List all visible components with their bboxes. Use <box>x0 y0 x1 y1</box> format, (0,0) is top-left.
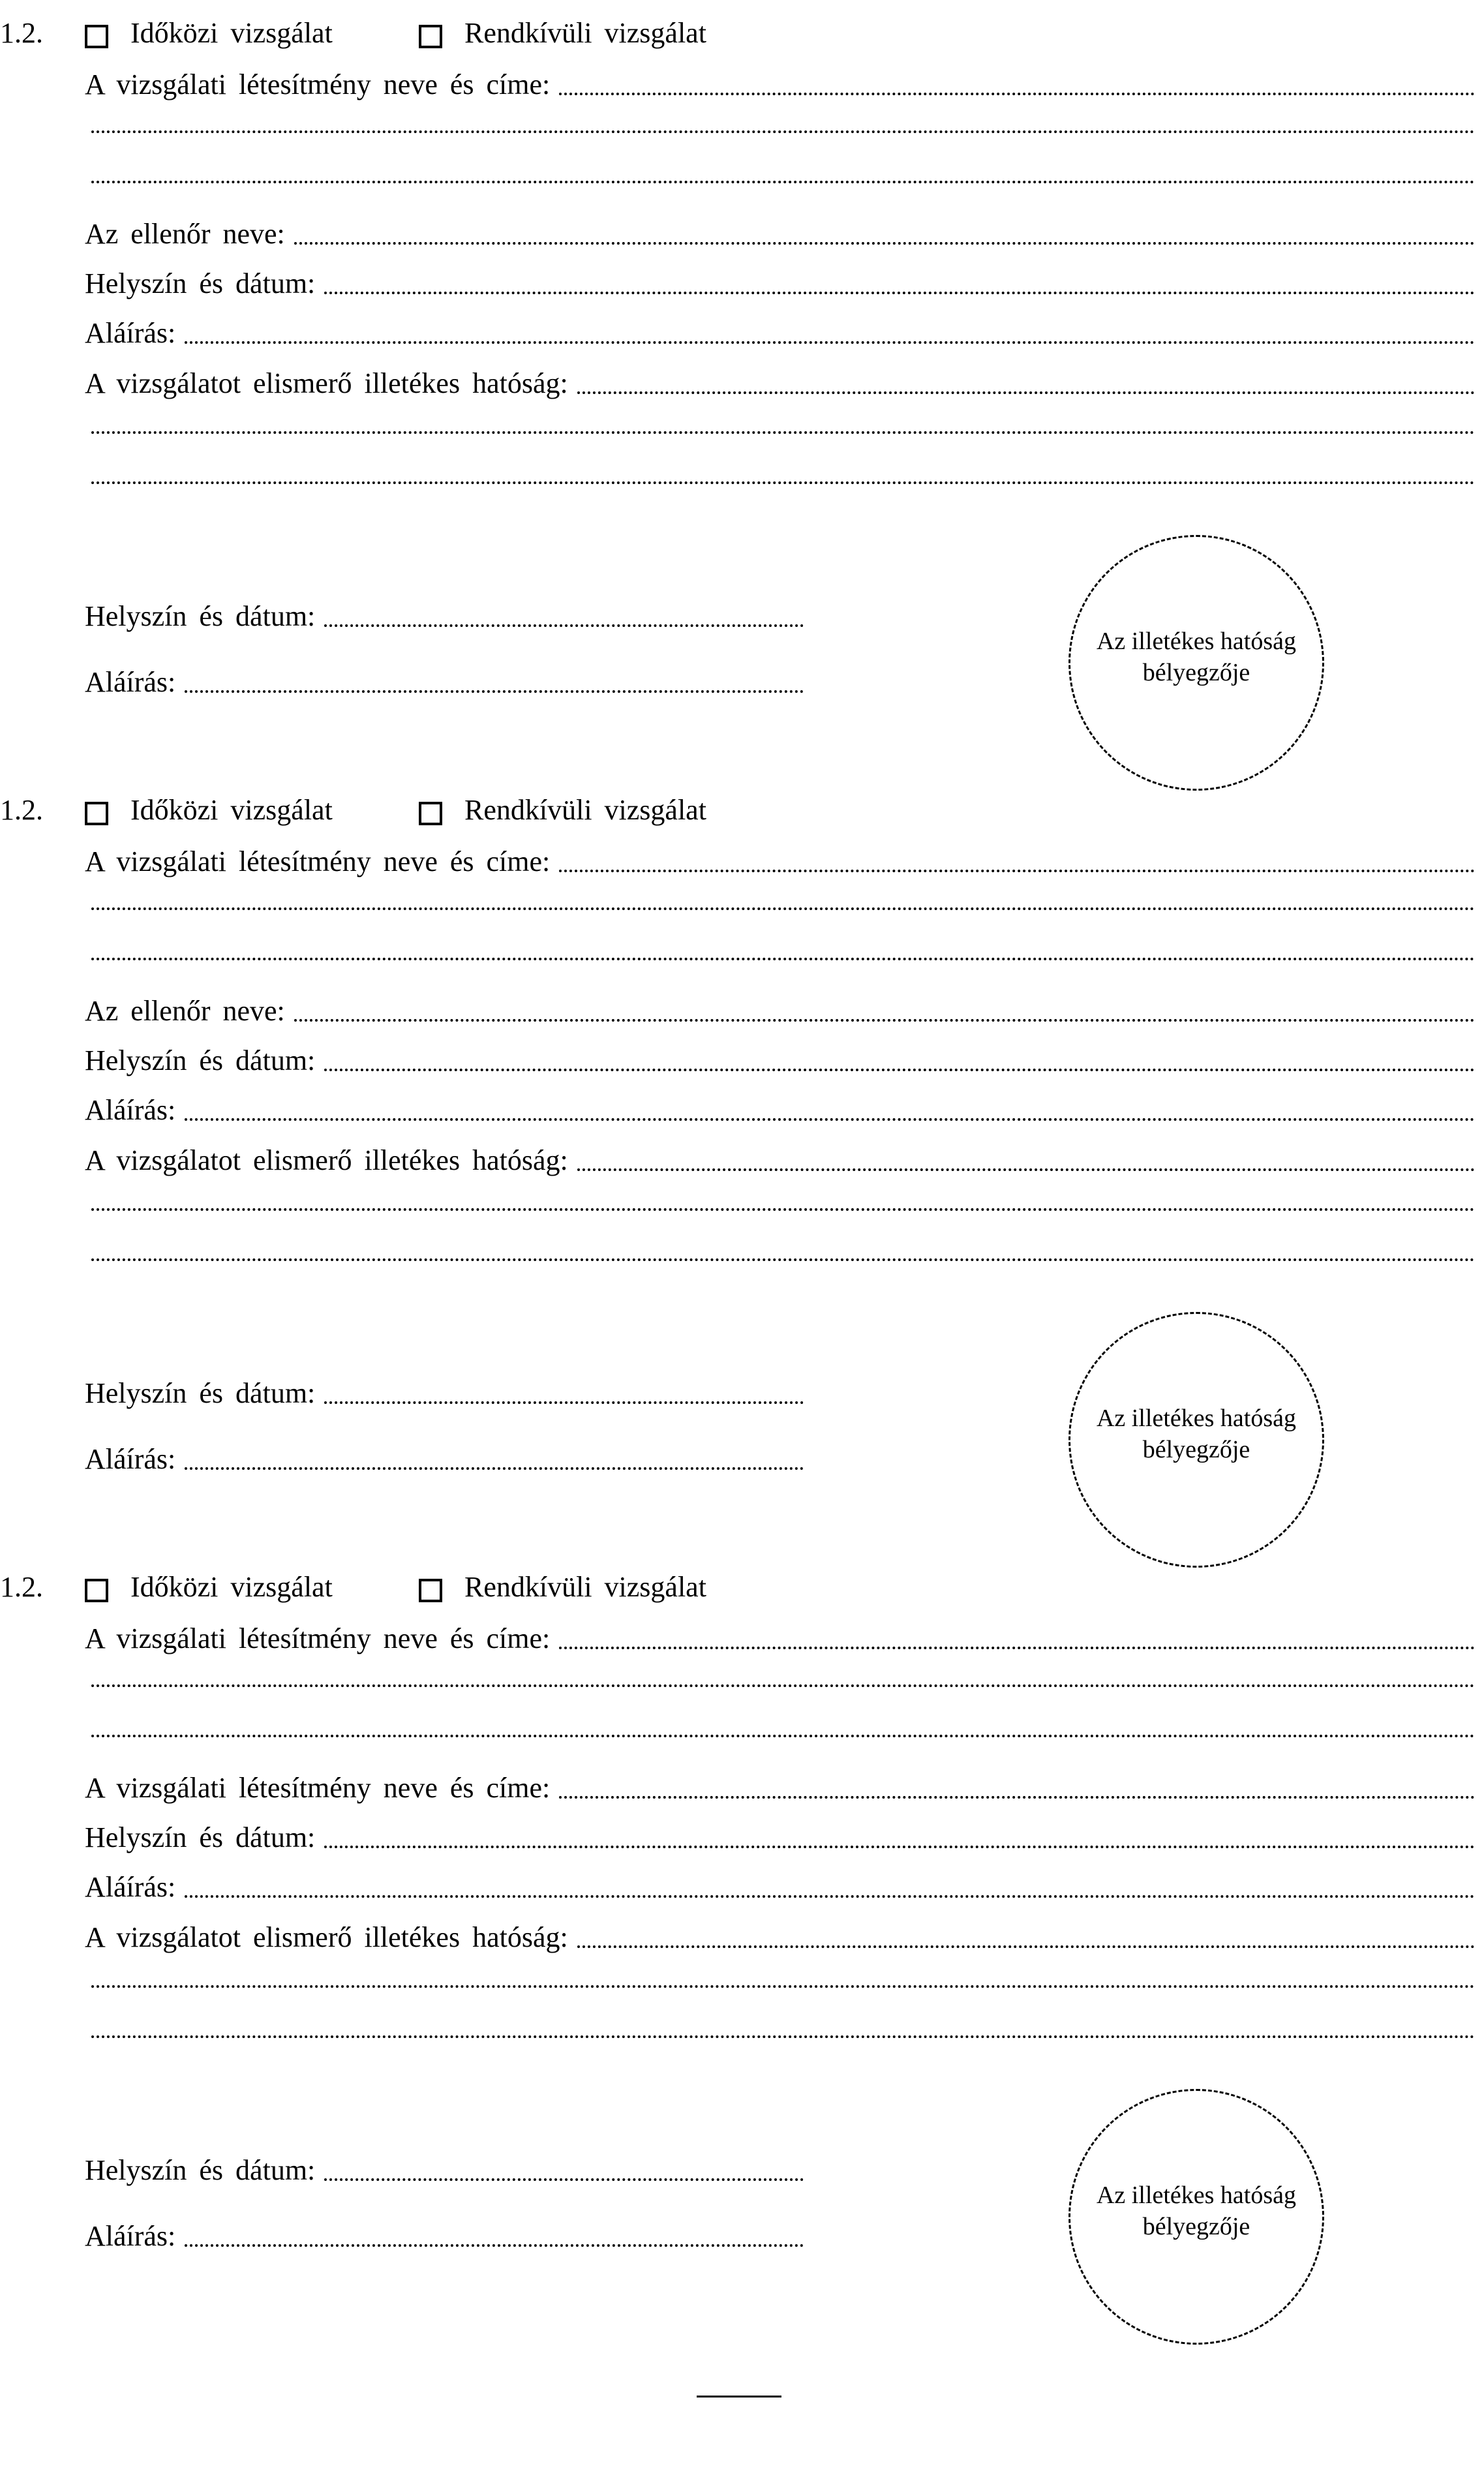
inspector-label: Az ellenőr neve: <box>85 995 285 1027</box>
signature-label: Aláírás: <box>85 1094 176 1126</box>
inspector-field[interactable] <box>85 976 1475 1026</box>
stamp-label: Az illetékes hatóság bélyegzője <box>1096 1405 1296 1463</box>
extraordinary-label: Rendkívüli vizsgálat <box>464 17 706 49</box>
authority-signature-field[interactable] <box>85 647 804 697</box>
stamp-label: Az illetékes hatóság bélyegzője <box>1096 628 1296 686</box>
periodic-checkbox[interactable] <box>85 25 108 48</box>
authority-stamp-area <box>1068 535 1324 791</box>
authority-signature-dotted-line[interactable] <box>185 2244 804 2247</box>
signature-field[interactable] <box>85 298 1475 348</box>
authority-continuation-line[interactable] <box>91 1985 1475 1988</box>
authority-dotted-line[interactable] <box>577 1168 1475 1171</box>
extraordinary-label: Rendkívüli vizsgálat <box>464 1571 706 1603</box>
authority-place-date-dotted-line[interactable] <box>324 2178 804 2181</box>
authority-place-date-label: Helyszín és dátum: <box>85 600 316 632</box>
periodic-label: Időközi vizsgálat <box>130 794 333 826</box>
periodic-label: Időközi vizsgálat <box>130 17 333 49</box>
authority-signature-dotted-line[interactable] <box>185 690 804 693</box>
authority-label: A vizsgálatot elismerő illetékes hatóság: <box>85 1144 568 1176</box>
signature-field[interactable] <box>85 1852 1475 1902</box>
extraordinary-checkbox[interactable] <box>419 25 442 48</box>
facility-continuation-line[interactable] <box>91 1735 1475 1737</box>
authority-field[interactable] <box>85 348 1475 398</box>
authority-dotted-line[interactable] <box>577 391 1475 394</box>
authority-label: A vizsgálatot elismerő illetékes hatóság: <box>85 1921 568 1953</box>
inspector-label: Az ellenőr neve: <box>85 218 285 250</box>
extraordinary-checkbox[interactable] <box>419 802 442 825</box>
place-date-field[interactable] <box>85 249 1475 298</box>
authority-signature-dotted-line[interactable] <box>185 1467 804 1470</box>
authority-place-date-field[interactable] <box>85 1358 804 1408</box>
footer-rule <box>697 2396 781 2398</box>
periodic-option[interactable] <box>85 0 333 50</box>
periodic-checkbox[interactable] <box>85 802 108 825</box>
inspector-dotted-line[interactable] <box>559 1796 1475 1799</box>
facility-field[interactable] <box>85 827 1475 876</box>
signature-field[interactable] <box>85 1075 1475 1125</box>
authority-place-date-label: Helyszín és dátum: <box>85 1377 316 1409</box>
authority-place-date-label: Helyszín és dátum: <box>85 2154 316 2186</box>
inspector-dotted-line[interactable] <box>294 1019 1475 1022</box>
authority-signature-field[interactable] <box>85 1424 804 1474</box>
section-number: 1.2. <box>0 17 43 49</box>
facility-continuation-line[interactable] <box>91 1684 1475 1687</box>
place-date-label: Helyszín és dátum: <box>85 1044 316 1076</box>
place-date-label: Helyszín és dátum: <box>85 1821 316 1853</box>
facility-continuation-line[interactable] <box>91 181 1475 183</box>
section-number: 1.2. <box>0 1571 43 1603</box>
authority-label: A vizsgálatot elismerő illetékes hatóság: <box>85 367 568 399</box>
inspector-label: A vizsgálati létesítmény neve és címe: <box>85 1772 551 1804</box>
place-date-field[interactable] <box>85 1026 1475 1075</box>
facility-dotted-line[interactable] <box>559 93 1475 95</box>
stamp-label: Az illetékes hatóság bélyegzője <box>1096 2182 1296 2240</box>
authority-continuation-line[interactable] <box>91 1208 1475 1211</box>
facility-label: A vizsgálati létesítmény neve és címe: <box>85 845 551 877</box>
authority-signature-label: Aláírás: <box>85 1443 176 1475</box>
place-date-dotted-line[interactable] <box>324 1069 1475 1071</box>
place-date-field[interactable] <box>85 1803 1475 1852</box>
authority-signature-field[interactable] <box>85 2201 804 2251</box>
extraordinary-label: Rendkívüli vizsgálat <box>464 794 706 826</box>
inspection-section <box>0 777 1484 1553</box>
section-number: 1.2. <box>0 794 43 826</box>
extraordinary-option[interactable] <box>419 777 706 827</box>
authority-place-date-dotted-line[interactable] <box>324 1401 804 1404</box>
place-date-dotted-line[interactable] <box>324 1846 1475 1848</box>
extraordinary-option[interactable] <box>419 1554 706 1604</box>
authority-place-date-field[interactable] <box>85 581 804 631</box>
facility-dotted-line[interactable] <box>559 1647 1475 1649</box>
facility-label: A vizsgálati létesítmény neve és címe: <box>85 1622 551 1654</box>
inspector-dotted-line[interactable] <box>294 242 1475 245</box>
extraordinary-checkbox[interactable] <box>419 1579 442 1602</box>
facility-continuation-line[interactable] <box>91 907 1475 910</box>
facility-label: A vizsgálati létesítmény neve és címe: <box>85 68 551 100</box>
periodic-checkbox[interactable] <box>85 1579 108 1602</box>
authority-stamp-area <box>1068 2089 1324 2345</box>
facility-dotted-line[interactable] <box>559 870 1475 872</box>
signature-dotted-line[interactable] <box>185 341 1475 344</box>
signature-dotted-line[interactable] <box>185 1895 1475 1898</box>
authority-place-date-field[interactable] <box>85 2135 804 2185</box>
facility-field[interactable] <box>85 1604 1475 1653</box>
periodic-option[interactable] <box>85 777 333 827</box>
facility-continuation-line[interactable] <box>91 958 1475 960</box>
inspection-section <box>0 0 1484 776</box>
authority-field[interactable] <box>85 1125 1475 1175</box>
authority-signature-label: Aláírás: <box>85 2220 176 2252</box>
authority-place-date-dotted-line[interactable] <box>324 624 804 627</box>
facility-field[interactable] <box>85 50 1475 99</box>
authority-field[interactable] <box>85 1902 1475 1952</box>
authority-signature-label: Aláírás: <box>85 666 176 698</box>
signature-label: Aláírás: <box>85 317 176 349</box>
periodic-option[interactable] <box>85 1554 333 1604</box>
authority-stamp-area <box>1068 1312 1324 1568</box>
signature-dotted-line[interactable] <box>185 1118 1475 1121</box>
place-date-dotted-line[interactable] <box>324 292 1475 294</box>
facility-continuation-line[interactable] <box>91 130 1475 133</box>
inspector-field[interactable] <box>85 199 1475 249</box>
extraordinary-option[interactable] <box>419 0 706 50</box>
authority-dotted-line[interactable] <box>577 1945 1475 1948</box>
authority-continuation-line[interactable] <box>91 2035 1475 2038</box>
periodic-label: Időközi vizsgálat <box>130 1571 333 1603</box>
authority-continuation-line[interactable] <box>91 481 1475 484</box>
signature-label: Aláírás: <box>85 1871 176 1903</box>
place-date-label: Helyszín és dátum: <box>85 267 316 299</box>
inspector-field[interactable] <box>85 1753 1475 1803</box>
inspection-section <box>0 1554 1484 2330</box>
authority-continuation-line[interactable] <box>91 1258 1475 1261</box>
authority-continuation-line[interactable] <box>91 431 1475 434</box>
